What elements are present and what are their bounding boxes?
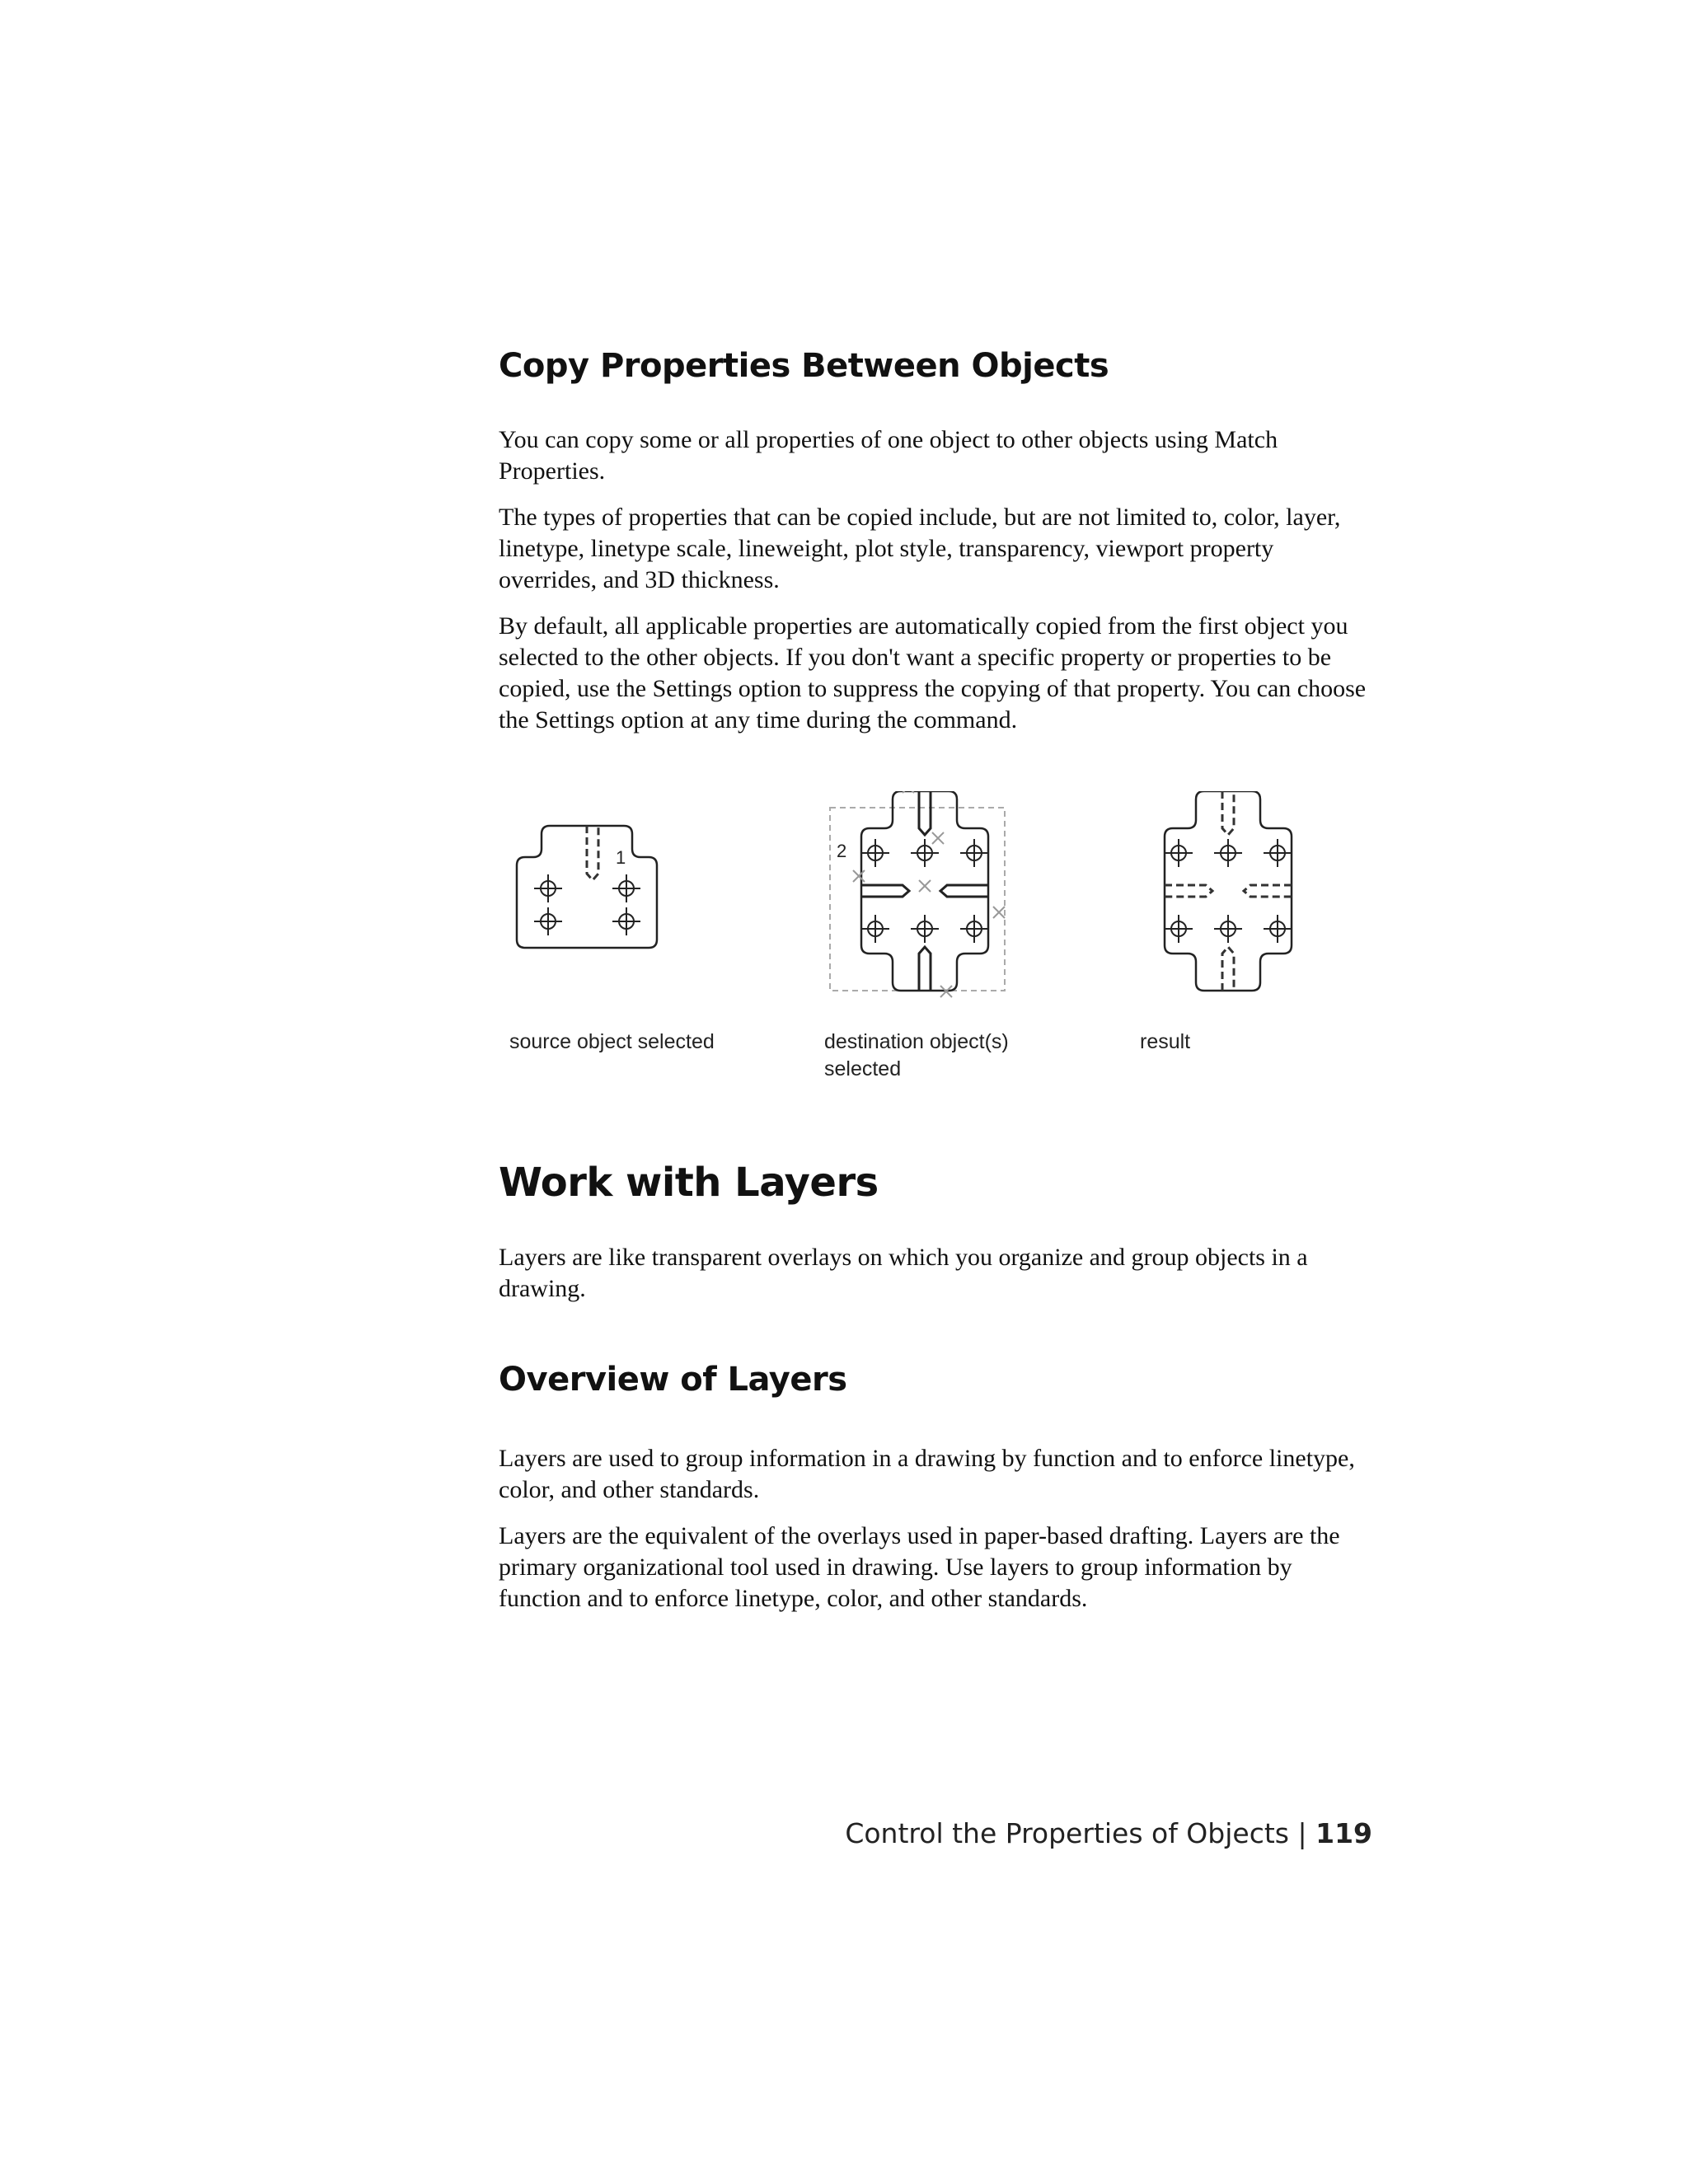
caption-source: source object selected (509, 1030, 715, 1053)
paragraph: Layers are like transparent overlays on which you organize and group objects in a drawing. (499, 1244, 1308, 1302)
section-heading-copy-properties: Copy Properties Between Objects (499, 347, 1109, 385)
paragraph: By default, all applicable properties are automatically copied from the first object you selected to the other objects. If you don't want a specific property or properties to be copied, use the Settings option to suppress the copying of that property. You can choose the Settings option at any time during the command. (499, 612, 1367, 733)
paragraph: The types of properties that can be copied include, but are not limited to, color, layer, linetype, linetype scale, lineweight, plot style, transparency, viewport property overrides, and 3D thickness. (499, 504, 1341, 593)
marker-2: 2 (837, 841, 847, 861)
footer-separator: | (1297, 1817, 1307, 1849)
caption-result: result (1140, 1030, 1191, 1053)
footer-title: Control the Properties of Objects (845, 1817, 1289, 1849)
page-number: 119 (1315, 1817, 1372, 1849)
destination-objects-drawing (830, 791, 1005, 997)
section-heading-work-with-layers: Work with Layers (499, 1160, 879, 1206)
paragraph: Layers are the equivalent of the overlays used in paper-based drafting. Layers are the primary organizational tool used in drawing. Use layers to group information by function and to enforce linetype, color, and other standards. (499, 1522, 1340, 1612)
marker-1: 1 (616, 847, 626, 868)
match-properties-figure (499, 791, 1372, 1096)
paragraph: Layers are used to group information in a drawing by function and to enforce linetype, color, and other standards. (499, 1445, 1355, 1503)
page-footer (845, 1817, 1372, 1849)
section-heading-overview-of-layers: Overview of Layers (499, 1361, 847, 1399)
caption-destination-line2: selected (824, 1057, 902, 1080)
paragraph: You can copy some or all properties of one object to other objects using Match Properties. (499, 426, 1278, 485)
match-properties-illustration (499, 791, 1372, 1038)
source-object-drawing (517, 826, 657, 948)
caption-destination: destination object(s) (824, 1030, 1009, 1053)
result-drawing (1165, 791, 1292, 991)
